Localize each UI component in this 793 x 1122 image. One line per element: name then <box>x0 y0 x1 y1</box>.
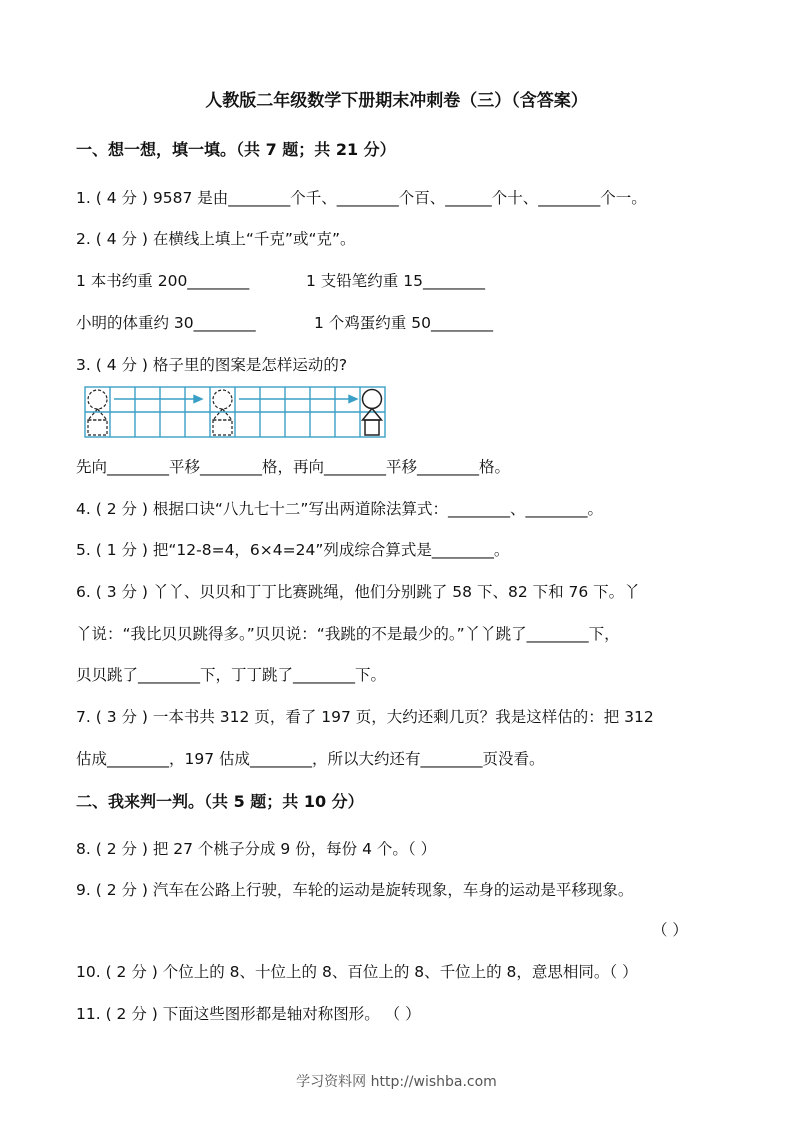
arrow-first-move <box>114 396 202 403</box>
question-7-line-1: 7. ( 3 分 ) 一本书共 312 页，看了 197 页，大约还剩几页？我是这样估的：把 312 <box>76 708 654 726</box>
arrow-second-move <box>239 396 357 403</box>
question-2-item-weight: 小明的体重约 30________ <box>76 314 256 332</box>
question-6-line-1: 6. ( 3 分 ) 丫丫、贝贝和丁丁比赛跳绳，他们分别跳了 58 下、82 下和 76 下。丫 <box>76 583 640 601</box>
question-10: 10. ( 2 分 ) 个位上的 8、十位上的 8、百位上的 8、千位上的 8，意思相同。（ ） <box>76 963 638 981</box>
question-5: 5. ( 1 分 ) 把“12-8=4，6×4=24”列成综合算式是________。 <box>76 541 510 559</box>
question-2-item-book: 1 本书约重 200________ <box>76 272 250 290</box>
question-7-line-2: 估成________，197 估成________，所以大约还有________页没看。 <box>76 750 545 768</box>
question-6-line-2: 丫说：“我比贝贝跳得多。”贝贝说：“我跳的不是最少的。”丫丫跳了________下， <box>76 625 620 643</box>
question-8: 8. ( 2 分 ) 把 27 个桃子分成 9 份，每份 4 个。（ ） <box>76 840 437 858</box>
question-3-answer: 先向________平移________格，再向________平移________格。 <box>76 458 511 476</box>
section-2-heading: 二、我来判一判。（共 5 题；共 10 分） <box>76 792 364 811</box>
question-4: 4. ( 2 分 ) 根据口诀“八九七十二”写出两道除法算式：________、________。 <box>76 500 603 518</box>
question-2-item-egg: 1 个鸡蛋约重 50________ <box>314 314 493 332</box>
question-9-parentheses: （ ） <box>652 921 688 939</box>
grid-lines <box>85 387 385 437</box>
question-2: 2. ( 4 分 ) 在横线上填上“千克”或“克”。 <box>76 230 356 248</box>
footer-watermark: 学习资料网 http://wishba.com <box>296 1074 497 1090</box>
question-3: 3. ( 4 分 ) 格子里的图案是怎样运动的? <box>76 356 348 374</box>
question-11: 11. ( 2 分 ) 下面这些图形都是轴对称图形。 （ ） <box>76 1005 421 1023</box>
question-9: 9. ( 2 分 ) 汽车在公路上行驶，车轮的运动是旋转现象，车身的运动是平移现象。 <box>76 881 634 899</box>
question-2-item-pencil: 1 支铅笔约重 15________ <box>306 272 485 290</box>
question-6-line-3: 贝贝跳了________下，丁丁跳了________下。 <box>76 666 387 684</box>
translation-grid-figure <box>84 386 388 442</box>
page-title: 人教版二年级数学下册期末冲刺卷（三）（含答案） <box>205 91 588 111</box>
question-1: 1. ( 4 分 ) 9587 是由________个千、________个百、______个十、________个一。 <box>76 189 647 207</box>
section-1-heading: 一、想一想，填一填。（共 7 题；共 21 分） <box>76 140 396 159</box>
